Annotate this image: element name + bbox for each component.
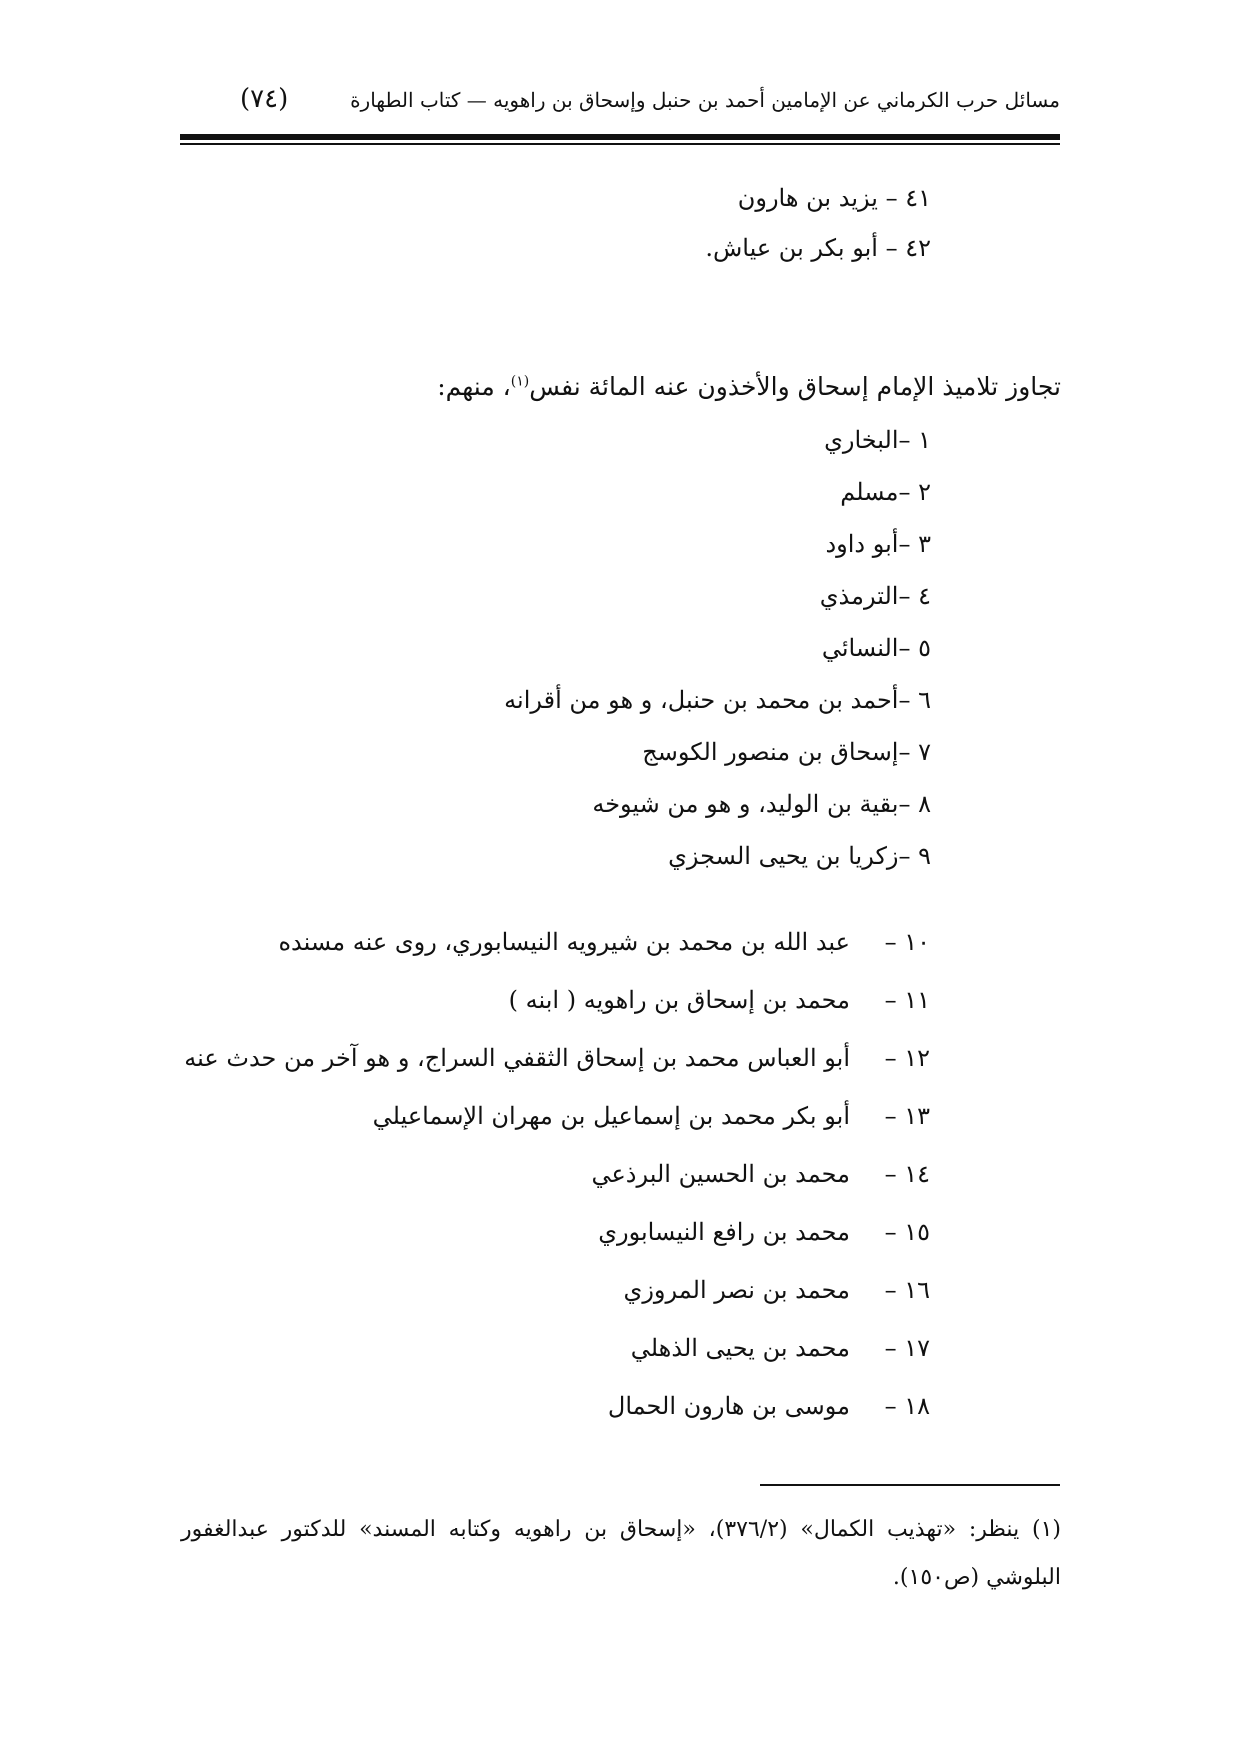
student-item: ٦ –أحمد بن محمد بن حنبل، و هو من أقرانه [504, 686, 931, 714]
footnote-separator [760, 1484, 1060, 1486]
student-item [180, 1334, 1060, 1374]
intro-text: تجاوز تلاميذ الإمام إسحاق والأخذون عنه المائة نفس [529, 372, 1061, 401]
footnote-ref: (١) [510, 373, 530, 390]
student-name: محمد بن رافع النيسابوري [598, 1218, 850, 1246]
student-number: ١٦ – [884, 1276, 930, 1304]
student-name: أبو بكر محمد بن إسماعيل بن مهران الإسماعيلي [372, 1102, 850, 1130]
student-item [180, 1044, 1060, 1084]
student-number: ١٤ – [884, 1160, 930, 1188]
student-name: أبو العباس محمد بن إسحاق الثقفي السراج، و هو آخر من حدث عنه [184, 1044, 850, 1072]
student-number: ١٥ – [884, 1218, 930, 1246]
intro-tail: ، منهم: [437, 372, 511, 401]
student-item: ٥ –النسائي [821, 634, 931, 662]
student-item [180, 1392, 1060, 1432]
student-item: ٤ –الترمذي [819, 582, 931, 610]
student-number: ١٨ – [884, 1392, 930, 1420]
student-item [180, 1218, 1060, 1258]
student-name: محمد بن إسحاق بن راهويه ( ابنه ) [508, 986, 850, 1014]
page-number: (٧٤) [240, 84, 289, 114]
student-item [180, 1102, 1060, 1142]
student-item [180, 1276, 1060, 1316]
teacher-number: ٤٢ – [885, 234, 931, 262]
running-title: مسائل حرب الكرماني عن الإمامين أحمد بن حنبل وإسحاق بن راهويه — كتاب الطهارة [350, 88, 1060, 112]
student-name: عبد الله بن محمد بن شيرويه النيسابوري، روى عنه مسنده [278, 928, 850, 956]
student-item [180, 986, 1060, 1026]
teacher-name: أبو بكر بن عياش. [705, 234, 878, 262]
student-name: محمد بن نصر المروزي [623, 1276, 850, 1304]
student-item: ١ –البخاري [824, 426, 931, 454]
student-item: ٧ –إسحاق بن منصور الكوسج [642, 738, 931, 766]
students-intro [437, 372, 1061, 401]
student-item [180, 1160, 1060, 1200]
student-item: ٣ –أبو داود [825, 530, 931, 558]
student-item: ٢ –مسلم [840, 478, 931, 506]
student-number: ١٣ – [884, 1102, 930, 1130]
student-item [180, 928, 1060, 968]
student-number: ١٢ – [884, 1044, 930, 1072]
student-number: ١١ – [884, 986, 930, 1014]
teacher-name: يزيد بن هارون [737, 184, 878, 212]
header-rule-thick [180, 134, 1060, 140]
student-name: محمد بن الحسين البرذعي [591, 1160, 850, 1188]
student-item: ٩ –زكريا بن يحيى السجزي [668, 842, 931, 870]
footnote: (١) ينظر: «تهذيب الكمال» (٣٧٦/٢)، «إسحاق بن راهويه وكتابه المسند» للدكتور عبدالغفور البلوشي (ص١٥٠). [181, 1517, 1061, 1590]
header-rule-thin [180, 143, 1060, 145]
running-header [180, 84, 1060, 128]
teacher-number: ٤١ – [885, 184, 931, 212]
teacher-item [705, 234, 931, 262]
teacher-item [738, 184, 931, 212]
student-name: موسى بن هارون الحمال [607, 1392, 850, 1420]
student-number: ١٧ – [884, 1334, 930, 1362]
student-name: محمد بن يحيى الذهلي [630, 1334, 850, 1362]
student-item: ٨ –بقية بن الوليد، و هو من شيوخه [592, 790, 931, 818]
student-number: ١٠ – [884, 928, 930, 956]
